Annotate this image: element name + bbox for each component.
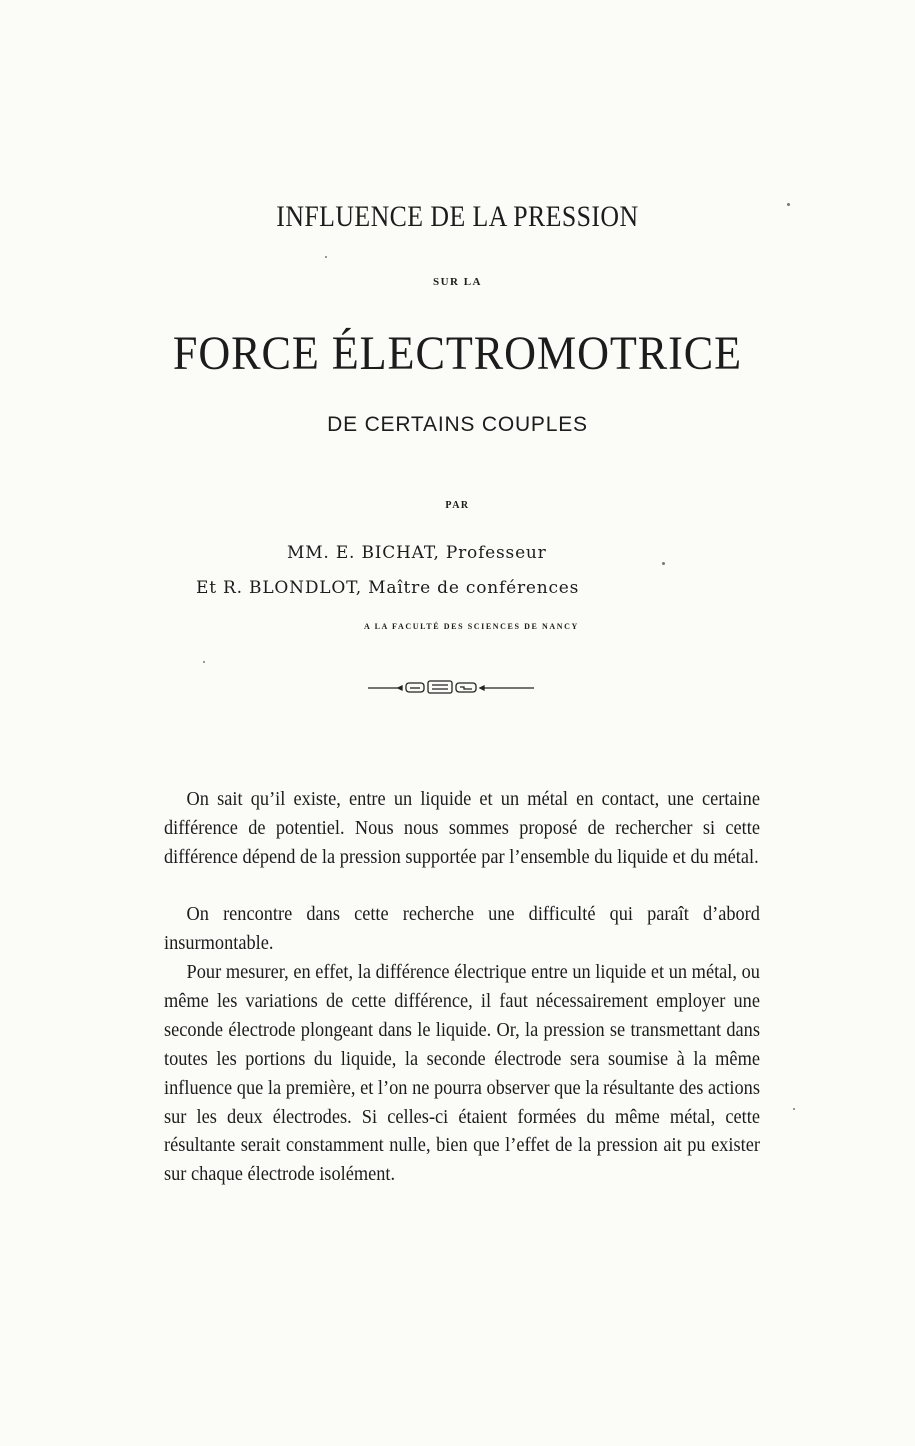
paragraph-2: On rencontre dans cette recherche une difficulté qui paraît d’abord insurmontable. bbox=[164, 904, 760, 954]
by-label: PAR bbox=[445, 500, 470, 511]
title-line-1: INFLUENCE DE LA PRESSION bbox=[276, 200, 639, 233]
divider-ornament-icon bbox=[368, 678, 534, 698]
title-connector: SUR LA bbox=[432, 276, 483, 288]
paragraph-1: On sait qu’il existe, entre un liquide et un métal en contact, une certaine différence de potentiel. Nous nous sommes proposé de rechercher si cette différence dépend de la pression supportée par l’ensemble du liquide et du métal. bbox=[164, 789, 760, 868]
paragraph-3: Pour mesurer, en effet, la différence électrique entre un liquide et un métal, ou même les variations de cette différence, il faut nécessairement employer une seconde électrode plongeant dans le liquide. Or, la pression se transmettant dans toutes les portions du liquide, la seconde électrode sera soumise à la même influence que la première, et l’on ne pourra observer que la résultante des actions sur les deux électrodes. Si celles-ci étaient formées du même métal, cette résultante serait constamment nulle, bien que l’effet de la pression ait pu exister sur chaque électrode isolément. bbox=[164, 962, 760, 1186]
paper-speck bbox=[787, 203, 790, 206]
author-bichat: MM. E. BICHAT, Professeur bbox=[287, 543, 547, 563]
paper-speck bbox=[325, 256, 327, 258]
paper-speck bbox=[793, 1108, 795, 1110]
main-title: FORCE ÉLECTROMOTRICE bbox=[172, 327, 743, 380]
subtitle: DE CERTAINS COUPLES bbox=[327, 413, 588, 436]
paper-speck bbox=[203, 661, 205, 663]
paper-speck bbox=[662, 562, 665, 565]
affiliation: A LA FACULTÉ DES SCIENCES DE NANCY bbox=[364, 622, 579, 631]
author-blondlot: Et R. BLONDLOT, Maître de conférences bbox=[196, 578, 580, 598]
